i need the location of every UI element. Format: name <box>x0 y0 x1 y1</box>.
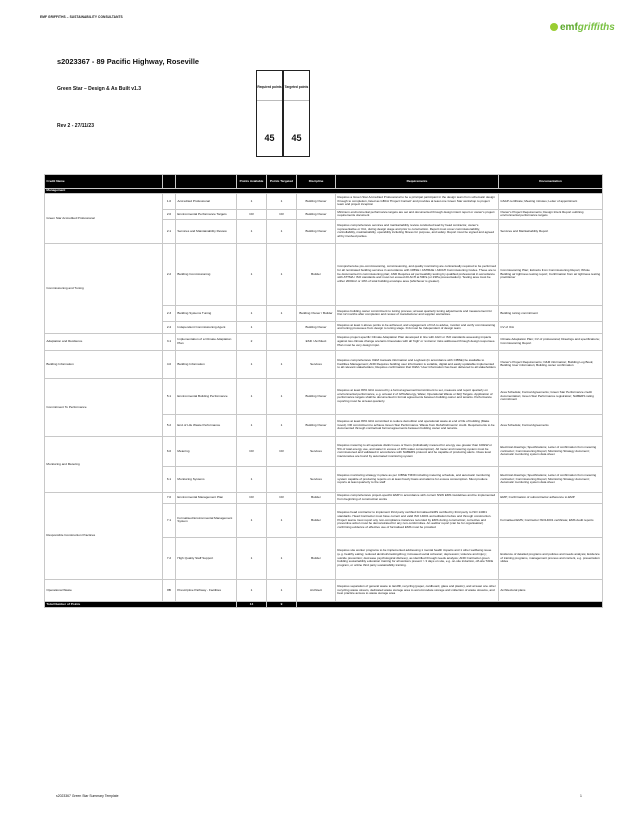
discipline-cell: Building Owner <box>297 209 336 219</box>
requirements-cell: Comprehensive pre-commissioning, commissioning, and quality monitoring are contractually required to be performed for all nominated building services in accordance with CIBSE / ASHRAE / AIRAH Commissioning Codes. These are to be documented in commissioning plan; AND Requires air permeability testing by qualified professional in accordance with ATTMA / ISO standards and must not exceed 20 ACH at 50Pa (or 23Pa pressurisation). Testing area must be either 2000m2 or 10% of total building envelope area (whichever is greater). <box>336 243 499 305</box>
documentation-cell: EMP; Confirmation of subcontractor adherence to EMP <box>499 492 603 503</box>
logo-accent-text: griffiths <box>577 22 615 33</box>
requirements-cell: Requires comprehensive services and maintainability review conducted lead by head contractor, owner's representative or ICA, during design stage and prior to construction. Report must cover commissionability, controllability, maintainability, operability including fitness for purpose, and safety. Report must be signed and agreed all by involved parties. <box>336 219 499 243</box>
category-cell: Adaptation and Resilience <box>45 333 163 350</box>
page-title: s2023367 - 89 Pacific Highway, Roseville <box>57 57 200 66</box>
points-targeted-cell: 1 <box>267 243 297 305</box>
points-targeted-cell <box>267 466 297 492</box>
company-logo <box>550 22 615 33</box>
targeted-points-label: Targeted points <box>284 85 309 89</box>
targeted-points-value: 45 <box>291 133 302 143</box>
credit-name-cell: Independent Commissioning Agent <box>176 321 237 333</box>
requirements-cell: Requires comprehensive project-specific EMP in accordance with current NSW EMS Guidelines and be implemented from beginning of construction works <box>336 492 499 503</box>
credit-name-cell: Metering <box>176 436 237 466</box>
credit-number-cell: 8B <box>163 579 176 601</box>
column-header: Discipline <box>297 175 336 189</box>
credit-name-cell: Environmental Building Performance <box>176 378 237 414</box>
total-label: Total Number of Points <box>45 601 237 607</box>
credit-name-cell: Implementation of a Climate Adaptation Plan <box>176 333 237 350</box>
credit-number-cell: 7.2 <box>163 537 176 579</box>
total-blank <box>297 601 603 607</box>
table-row <box>45 492 603 503</box>
credit-name-cell: Building Systems Tuning <box>176 305 237 321</box>
requirements-cell: Requires monitoring strategy in place as per CIBSE TM39 including metering schedule, and automatic monitoring system capable of producing reports on at least hourly basis and alarms for excess consumption. Must produce reports at least quarterly to the staff <box>336 466 499 492</box>
discipline-cell: ESD / Architect <box>297 333 336 350</box>
requirements-cell: Requires at least 80% GFA committed to reduce demolition and operational waste at end of life of building (Make Good). OR commitment to achieve Green Star Performance 'Waste from Refurbishments' credit. Requirements to be documented through contractual formal agreements between building owner and tenants. <box>336 414 499 436</box>
credit-name-cell: Building Information <box>176 350 237 378</box>
logo-main-text: emf <box>560 22 578 33</box>
credit-number-cell: 3.1 <box>163 333 176 350</box>
discipline-cell: Builder <box>297 503 336 537</box>
points-available-cell: 1 <box>237 466 267 492</box>
points-targeted-cell: 1 <box>267 193 297 209</box>
total-available: 14 <box>237 601 267 607</box>
points-targeted-cell: CR <box>267 436 297 466</box>
documentation-cell: Architectural plans <box>499 579 603 601</box>
points-available-cell: 1 <box>237 193 267 209</box>
table-row <box>45 243 603 305</box>
category-cell: Monitoring and Metering <box>45 436 163 492</box>
points-targeted-cell <box>267 321 297 333</box>
points-available-cell: 1 <box>237 503 267 537</box>
column-header: Points Available <box>237 175 267 189</box>
credit-name-cell: Environmental Performance Targets <box>176 209 237 219</box>
category-cell: Commitment To Performance <box>45 378 163 436</box>
documentation-cell: Evidence of detailed programs and policies and needs analysis; Evidence of training programs, management process and content, e.g. presentation slides <box>499 537 603 579</box>
requirements-cell: Requires head contractor to implement third party certified formalised EMS certified by third party to ISO 14001 standards. Head Contractor must have current and valid ISO 14001 accreditation before and through construction. Project teams must report any non-compliance instances recorded by EMS during construction; corrective and preventive action must be demonstrated for any non-conformities. An auditor report (can be for organisation) confirming evidence of effective use of formalised EMS must be provided <box>336 503 499 537</box>
requirements-cell: Requires project-specific Climate Adaptation Plan developed in line with AGO or ISO standards assessing impacts against two climate change scenario timescales with all 'high' or 'extreme' risks addressed through design responses. Plan must be very design input. <box>336 333 499 350</box>
requirements-cell: Requires site worker programs to be implemented addressing 1 mental health impacts and 1 other wellbeing issue (e.g. healthy eating; reduced alcohol/smoking/drug; increased social cohesion; depression; violence and injury; suicide prevention; decrease psychological distress), as identified through needs analysis; AND Contractor green building sustainability education training for all workers present > 3 days on site, e.g. on-site induction, off-site TAFE program, or online third party sustainability training. <box>336 537 499 579</box>
documentation-cell: Owner's Project Requirements; O&M information; Building Log Book; Building User information; Building owner confirmation <box>499 350 603 378</box>
points-available-cell: 1 <box>237 305 267 321</box>
credit-number-cell: 6.0 <box>163 436 176 466</box>
documentation-cell: Area Schedule; Formal Agreements <box>499 414 603 436</box>
documentation-cell: Building tuning commitment <box>499 305 603 321</box>
credit-name-cell: High Quality Staff Support <box>176 537 237 579</box>
credit-name-cell: Formalised Environmental Management System <box>176 503 237 537</box>
discipline-cell: Building Owner / Builder <box>297 305 336 321</box>
documentation-cell: Climate Adaptation Plan; CV of professional; Drawings and specifications; Commissioning Report <box>499 333 603 350</box>
credit-name-cell: Building Commissioning <box>176 243 237 305</box>
discipline-cell: Building Owner <box>297 193 336 209</box>
documentation-cell: Electrical drawings; Specifications; Letter of confirmation from metering contractor; Commissioning Report; Monitoring Strategy document; Automatic monitoring system data sheet <box>499 466 603 492</box>
column-header: Points Targeted <box>267 175 297 189</box>
table-header-row <box>45 175 603 189</box>
points-available-cell: 1 <box>237 579 267 601</box>
total-targeted: 9 <box>267 601 297 607</box>
section-label: Management <box>45 189 603 194</box>
points-available-cell: CR <box>237 436 267 466</box>
page-subtitle: Green Star – Design & As Built v1.3 <box>57 86 142 92</box>
points-available-cell: 1 <box>237 321 267 333</box>
table-row <box>45 378 603 414</box>
credit-name-cell: Monitoring Systems <box>176 466 237 492</box>
required-points-box <box>256 70 283 157</box>
documentation-cell: CV of ICA <box>499 321 603 333</box>
requirements-cell: Requires at least 1 above points to be achieved, and engagement of ICA to advise, monitor and verify commissioning and tuning processes from design to tuning stage. ICA must be independent of design team <box>336 321 499 333</box>
discipline-cell: Building Owner <box>297 219 336 243</box>
credit-number-cell: 2.0 <box>163 209 176 219</box>
credit-number-cell: 2.3 <box>163 305 176 321</box>
points-targeted-cell: CR <box>267 492 297 503</box>
discipline-cell: Building Owner <box>297 414 336 436</box>
points-available-cell: 1 <box>237 350 267 378</box>
requirements-cell: Requires metering to all separate distinct uses or floors (individually metered for energy use greater than 100kW or 5% of total energy use, and water in excess of 10% water consumption). All meter and metering system must be commissioned and validated in accordance with NABERS protocol and be capable of producing alerts. Class level inaccuracies are found by automated monitoring system <box>336 436 499 466</box>
requirements-cell: Requires at least 80% GFA covered by a formal agreement/commitment to set, measure and report quarterly on environmental performance, e.g. at least 2 of GHG/Energy, Water, Operational Waste or IEQ Targets. Application of performance targets shall be documented in formal agreements between building owner and tenants. Performance reporting must be at least quarterly. <box>336 378 499 414</box>
credit-name-cell: End of Life Waste Performance <box>176 414 237 436</box>
footer-document-name: s2023367 Green Star Summary Template <box>56 794 119 798</box>
points-targeted-cell: 1 <box>267 350 297 378</box>
revision-label: Rev 2 - 27/11/23 <box>57 123 94 129</box>
company-header: EMF GRIFFITHS – SUSTAINABILITY CONSULTANTS <box>40 15 123 19</box>
points-targeted-cell: 1 <box>267 219 297 243</box>
documentation-cell: Services and Maintainability Report <box>499 219 603 243</box>
points-targeted-cell: CR <box>267 209 297 219</box>
discipline-cell: Building Owner <box>297 321 336 333</box>
discipline-cell: Builder <box>297 492 336 503</box>
discipline-cell: Services <box>297 350 336 378</box>
points-available-cell: 2 <box>237 333 267 350</box>
credit-number-cell: 2.4 <box>163 321 176 333</box>
points-targeted-cell: 1 <box>267 378 297 414</box>
column-header: Requirements <box>336 175 499 189</box>
category-cell: Commissioning and Tuning <box>45 243 163 333</box>
required-points-label: Required points <box>257 85 282 89</box>
points-available-cell: CR <box>237 209 267 219</box>
requirements-cell: Requires separation of general waste to landfill, recycling (paper, cardboard, glass and plastic), and at least one other recycling waste stream, dedicated waste storage area to accommodate storage and collection of waste streams, and best practice access to waste storage area <box>336 579 499 601</box>
discipline-cell: Services <box>297 436 336 466</box>
discipline-cell: Services <box>297 466 336 492</box>
credit-name-cell: Accredited Professional <box>176 193 237 209</box>
documentation-cell: GSAP certificate; Meeting minutes; Letter of appointment <box>499 193 603 209</box>
targeted-points-box <box>283 70 310 157</box>
discipline-cell: Builder <box>297 243 336 305</box>
requirements-cell: Requires a Green Star Accredited Professional to be a principal participant in the design team from schematic design through to completion, listed as GBCA 'Project Contact' and provides at least one Green Star workshop to project team and project inception <box>336 193 499 209</box>
documentation-cell: Electrical drawings; Specifications; Letter of confirmation from metering contractor; Commissioning Report; Monitoring Strategy document; Automatic monitoring system data sheet <box>499 436 603 466</box>
points-targeted-cell: 1 <box>267 579 297 601</box>
points-available-cell: 1 <box>237 414 267 436</box>
discipline-cell: Building Owner <box>297 378 336 414</box>
credit-number-cell: 7.0 <box>163 492 176 503</box>
discipline-cell: Builder <box>297 537 336 579</box>
credit-name-cell: Services and Maintainability Review <box>176 219 237 243</box>
table-row <box>45 579 603 601</box>
footer-page-number: 1 <box>580 794 582 798</box>
category-cell: Green Star Accredited Professional <box>45 193 163 243</box>
leaf-dot-icon <box>550 23 558 31</box>
points-targeted-cell: 1 <box>267 414 297 436</box>
requirements-cell: Requires comprehensive O&M manuals information and Logbook (in accordance with CIBSE) be available to Facilities Management; AND Requires building user information is suitable, digital and easily updatable implemented to all relevant stakeholders; Requires confirmation that O&M / User Information has been delivered to all stakeholders <box>336 350 499 378</box>
credit-number-cell: 5.1 <box>163 378 176 414</box>
documentation-cell: Area Schedule; Formal Agreements; Green Star Performance credit documentation; Green Star Performance registration; NABERS rating commitment <box>499 378 603 414</box>
column-header: Credit Name <box>45 175 163 189</box>
credit-number-cell: 6.1 <box>163 466 176 492</box>
category-cell: Operational Waste <box>45 579 163 601</box>
table-row <box>45 436 603 466</box>
table-row <box>45 193 603 209</box>
table-row <box>45 350 603 378</box>
credit-name-cell: Environmental Management Plan <box>176 492 237 503</box>
points-targeted-cell: 1 <box>267 503 297 537</box>
requirements-cell: Minimum environmental performance targets are set and documented through design intent report or owner's project requirements document <box>336 209 499 219</box>
credit-number-cell: 4.0 <box>163 350 176 378</box>
points-targeted-cell: 1 <box>267 537 297 579</box>
credit-number-cell: 7.1 <box>163 503 176 537</box>
discipline-cell: Architect <box>297 579 336 601</box>
required-points-value: 45 <box>264 133 275 143</box>
points-available-cell: 1 <box>237 219 267 243</box>
credit-name-cell: Prescriptive Pathway - Facilities <box>176 579 237 601</box>
points-available-cell: CR <box>237 492 267 503</box>
points-targeted-cell: 1 <box>267 305 297 321</box>
points-available-cell: 1 <box>237 243 267 305</box>
documentation-cell: Formalised EMS; Contractor ISO14001 certificate; EMS Audit reports <box>499 503 603 537</box>
credit-number-cell: 2.1 <box>163 219 176 243</box>
credit-number-cell: 5.2 <box>163 414 176 436</box>
column-header <box>176 175 237 189</box>
credits-table <box>44 174 603 608</box>
column-header <box>163 175 176 189</box>
category-cell: Responsible Construction Practices <box>45 492 163 579</box>
credit-number-cell: 2.2 <box>163 243 176 305</box>
points-targeted-cell <box>267 333 297 350</box>
documentation-cell: Commissioning Plan; Extracts from Commissioning Report; Whole Building air tightness testing report; Confirmation from air tightness testing practitioner <box>499 243 603 305</box>
column-header: Documentation <box>499 175 603 189</box>
credit-number-cell: 1.0 <box>163 193 176 209</box>
points-available-cell: 1 <box>237 537 267 579</box>
total-row <box>45 601 603 607</box>
requirements-cell: Requires building owner commitment to tuning process; at least quarterly tuning adjustments and measurement for first 12 months after completion and review of manufacturer and supplier warranties. <box>336 305 499 321</box>
points-available-cell: 1 <box>237 378 267 414</box>
category-cell: Building Information <box>45 350 163 378</box>
documentation-cell: Owner's Project Requirements; Design Intent Report outlining environmental performance targets <box>499 209 603 219</box>
table-row <box>45 333 603 350</box>
